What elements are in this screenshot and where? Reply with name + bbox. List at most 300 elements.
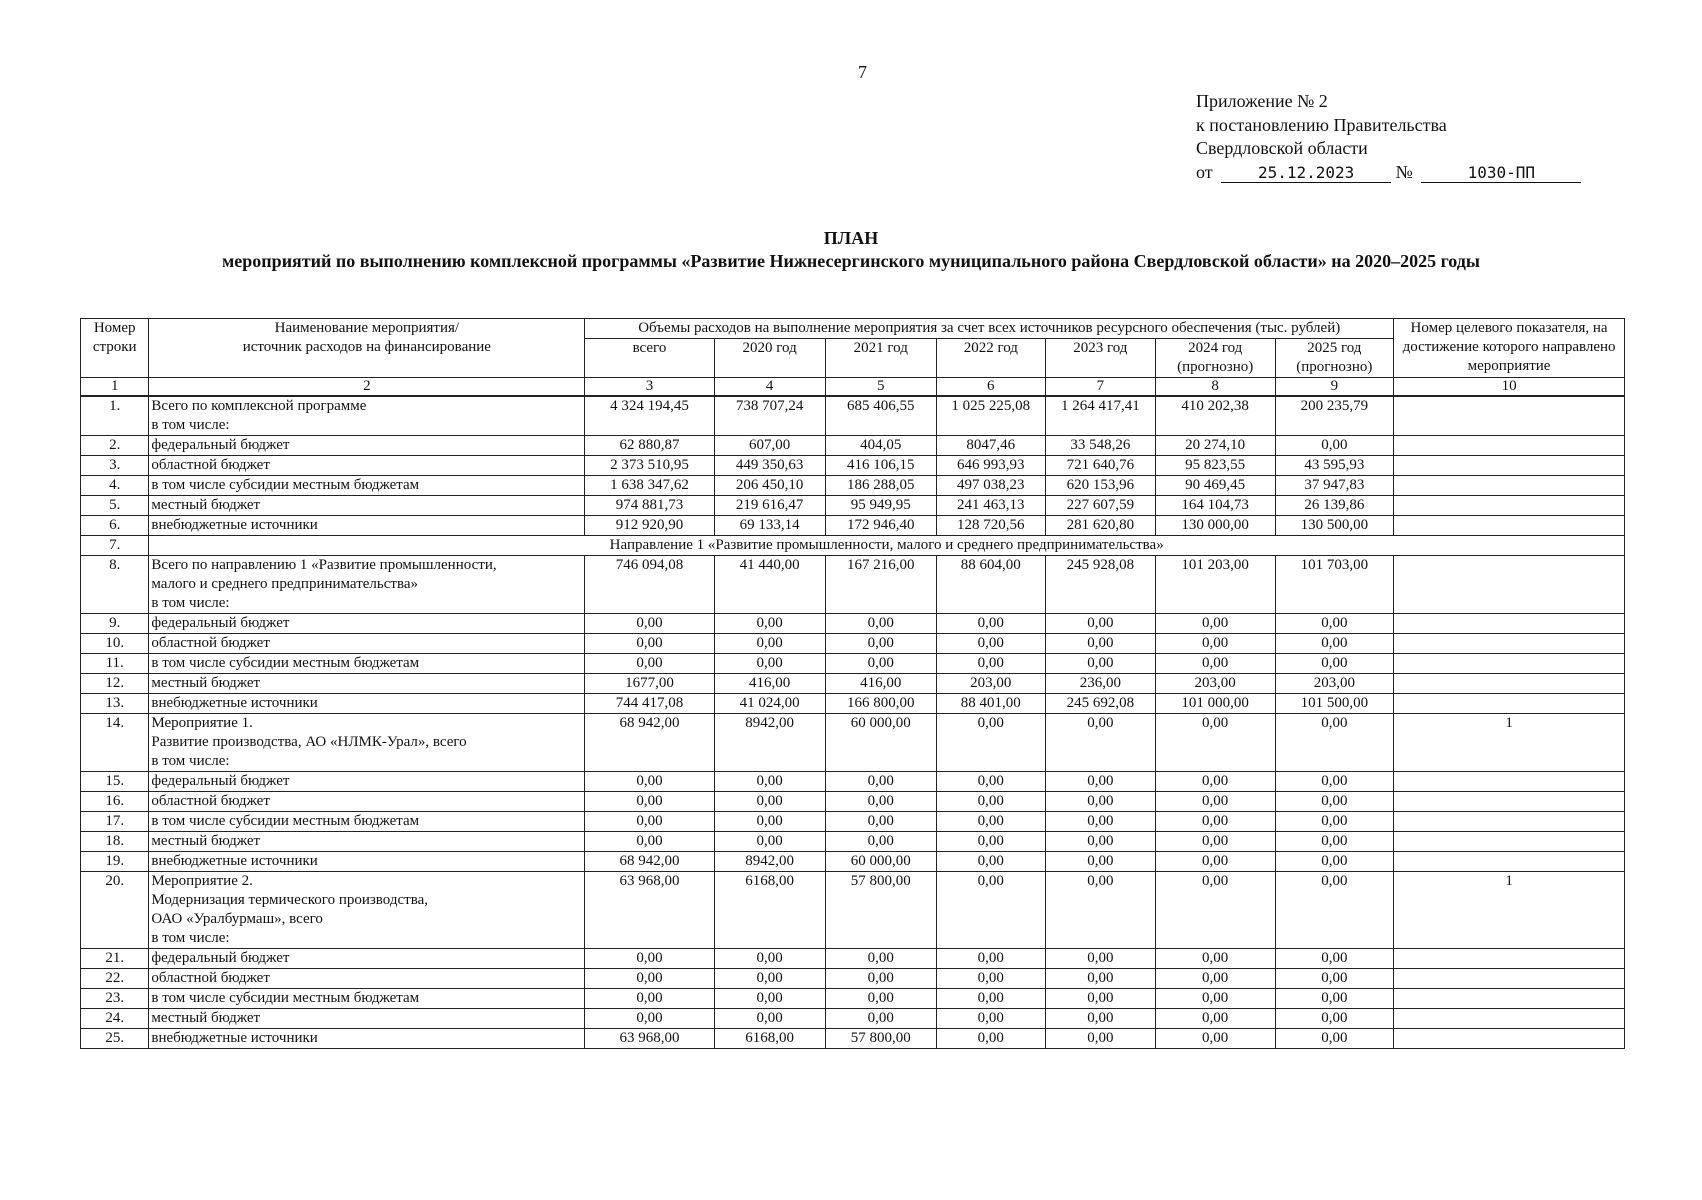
row-number-cell: 24. [81,1009,149,1029]
value-cell: 0,00 [1275,634,1394,654]
row-number-cell: 19. [81,852,149,872]
value-cell: 0,00 [1275,436,1394,456]
row-number-cell: 17. [81,812,149,832]
value-cell: 0,00 [585,614,714,634]
column-numbers-row [81,378,1625,397]
table-row [81,852,1625,872]
value-cell: 236,00 [1045,674,1155,694]
value-cell: 245 928,08 [1045,556,1155,614]
row-name-cell: Всего по направлению 1 «Развитие промышленности, малого и среднего предпринимательства» в том числе: [149,556,585,614]
value-cell: 0,00 [1275,872,1394,949]
value-cell: 0,00 [1155,792,1275,812]
table-row [81,772,1625,792]
value-cell: 0,00 [1155,812,1275,832]
row-number-cell: 12. [81,674,149,694]
column-number: 2 [149,378,585,397]
row-name-cell: федеральный бюджет [149,614,585,634]
value-cell: 0,00 [936,812,1045,832]
value-cell: 0,00 [936,654,1045,674]
value-cell: 0,00 [1045,634,1155,654]
header-volumes: Объемы расходов на выполнение мероприятия за счет всех источников ресурсного обеспечения (тыс. рублей) [585,319,1394,339]
appendix-line-3: Свердловской области [1196,138,1368,158]
value-cell: 0,00 [1045,969,1155,989]
value-cell: 0,00 [714,812,825,832]
table-row [81,556,1625,614]
header-2023: 2023 год [1045,339,1155,378]
value-cell: 0,00 [1045,714,1155,772]
value-cell: 1 025 225,08 [936,396,1045,436]
value-cell: 620 153,96 [1045,476,1155,496]
target-cell [1394,969,1625,989]
value-cell: 0,00 [825,654,936,674]
row-number-cell: 10. [81,634,149,654]
value-cell: 101 000,00 [1155,694,1275,714]
row-number-cell: 3. [81,456,149,476]
value-cell: 0,00 [1275,1029,1394,1049]
value-cell: 0,00 [1155,654,1275,674]
value-cell: 0,00 [825,832,936,852]
value-cell: 26 139,86 [1275,496,1394,516]
value-cell: 0,00 [1275,1009,1394,1029]
value-cell: 0,00 [1155,634,1275,654]
value-cell: 0,00 [825,792,936,812]
row-name-cell: в том числе субсидии местным бюджетам [149,812,585,832]
value-cell: 62 880,87 [585,436,714,456]
value-cell: 0,00 [936,832,1045,852]
resolution-date: 25.12.2023 [1221,164,1391,183]
header-2021: 2021 год [825,339,936,378]
target-cell [1394,396,1625,436]
value-cell: 0,00 [585,989,714,1009]
value-cell: 0,00 [825,989,936,1009]
value-cell: 0,00 [936,714,1045,772]
table-row [81,614,1625,634]
plan-subtitle: мероприятий по выполнению комплексной программы «Развитие Нижнесергинского муниципального района Свердловской области» на 2020–2025 годы [222,251,1480,271]
value-cell: 0,00 [1275,832,1394,852]
value-cell: 0,00 [1275,714,1394,772]
value-cell: 57 800,00 [825,1029,936,1049]
table-row [81,396,1625,436]
value-cell: 0,00 [714,792,825,812]
target-cell [1394,694,1625,714]
value-cell: 8942,00 [714,714,825,772]
value-cell: 1 638 347,62 [585,476,714,496]
header-total: всего [585,339,714,378]
value-cell: 0,00 [714,969,825,989]
header-2020: 2020 год [714,339,825,378]
value-cell: 0,00 [1155,1009,1275,1029]
row-number-cell: 7. [81,536,149,556]
value-cell: 130 500,00 [1275,516,1394,536]
header-name [149,319,585,378]
value-cell: 60 000,00 [825,714,936,772]
value-cell: 912 920,90 [585,516,714,536]
number-label: № [1395,161,1413,182]
value-cell: 0,00 [585,969,714,989]
value-cell: 0,00 [1275,949,1394,969]
value-cell: 130 000,00 [1155,516,1275,536]
value-cell: 0,00 [1155,989,1275,1009]
table-row [81,476,1625,496]
target-cell [1394,674,1625,694]
plan-title: ПЛАН [823,228,879,248]
value-cell: 88 604,00 [936,556,1045,614]
value-cell: 1677,00 [585,674,714,694]
header-target: Номер целевого показателя, на достижение которого направлено мероприятие [1394,319,1625,378]
value-cell: 404,05 [825,436,936,456]
value-cell: 167 216,00 [825,556,936,614]
value-cell: 0,00 [825,949,936,969]
value-cell: 0,00 [585,949,714,969]
row-number-cell: 9. [81,614,149,634]
value-cell: 2 373 510,95 [585,456,714,476]
value-cell: 281 620,80 [1045,516,1155,536]
value-cell: 219 616,47 [714,496,825,516]
value-cell: 0,00 [585,832,714,852]
plan-table-body [81,378,1625,1049]
value-cell: 0,00 [1045,1009,1155,1029]
row-name-cell: Мероприятие 2. Модернизация термического производства, ОАО «Уралбурмаш», всего в том числе: [149,872,585,949]
row-number-cell: 11. [81,654,149,674]
table-row [81,1009,1625,1029]
page-number: 7 [858,62,867,82]
row-name-cell: федеральный бюджет [149,949,585,969]
value-cell: 0,00 [936,872,1045,949]
value-cell: 245 692,08 [1045,694,1155,714]
value-cell: 0,00 [714,614,825,634]
value-cell: 0,00 [936,1009,1045,1029]
target-cell [1394,832,1625,852]
value-cell: 0,00 [1275,654,1394,674]
value-cell: 0,00 [714,1009,825,1029]
value-cell: 0,00 [714,989,825,1009]
value-cell: 0,00 [585,1009,714,1029]
value-cell: 0,00 [1045,792,1155,812]
section-title-cell: Направление 1 «Развитие промышленности, малого и среднего предпринимательства» [149,536,1625,556]
row-number-cell: 16. [81,792,149,812]
value-cell: 0,00 [936,614,1045,634]
column-number: 9 [1275,378,1394,397]
value-cell: 69 133,14 [714,516,825,536]
value-cell: 1 264 417,41 [1045,396,1155,436]
row-name-cell: внебюджетные источники [149,1029,585,1049]
value-cell: 0,00 [1045,812,1155,832]
value-cell: 8942,00 [714,852,825,872]
table-row [81,989,1625,1009]
value-cell: 497 038,23 [936,476,1045,496]
table-row [81,436,1625,456]
target-cell [1394,1029,1625,1049]
column-number: 3 [585,378,714,397]
value-cell: 416,00 [714,674,825,694]
target-cell [1394,654,1625,674]
value-cell: 57 800,00 [825,872,936,949]
value-cell: 41 024,00 [714,694,825,714]
row-name-cell: местный бюджет [149,674,585,694]
value-cell: 101 500,00 [1275,694,1394,714]
value-cell: 0,00 [585,812,714,832]
target-cell [1394,772,1625,792]
value-cell: 0,00 [936,949,1045,969]
row-name-cell: внебюджетные источники [149,852,585,872]
appendix-line-1: Приложение № 2 [1196,91,1328,111]
plan-table [80,318,1625,1049]
row-number-cell: 18. [81,832,149,852]
table-row [81,694,1625,714]
table-row [81,496,1625,516]
row-number-cell: 25. [81,1029,149,1049]
row-name-cell: федеральный бюджет [149,772,585,792]
value-cell: 0,00 [1045,772,1155,792]
value-cell: 974 881,73 [585,496,714,516]
row-name-cell: местный бюджет [149,832,585,852]
value-cell: 0,00 [1045,852,1155,872]
value-cell: 0,00 [1045,654,1155,674]
value-cell: 685 406,55 [825,396,936,436]
value-cell: 164 104,73 [1155,496,1275,516]
column-number: 5 [825,378,936,397]
target-cell [1394,852,1625,872]
row-name-cell: областной бюджет [149,792,585,812]
row-name-cell: областной бюджет [149,456,585,476]
table-row [81,714,1625,772]
value-cell: 4 324 194,45 [585,396,714,436]
value-cell: 8047,46 [936,436,1045,456]
header-name-line-2: источник расходов на финансирование [242,339,491,355]
target-cell [1394,792,1625,812]
value-cell: 95 823,55 [1155,456,1275,476]
appendix-date-line [1196,161,1581,185]
value-cell: 0,00 [936,1029,1045,1049]
row-name-cell: в том числе субсидии местным бюджетам [149,476,585,496]
target-cell [1394,989,1625,1009]
value-cell: 0,00 [1275,989,1394,1009]
value-cell: 746 094,08 [585,556,714,614]
value-cell: 416 106,15 [825,456,936,476]
value-cell: 101 703,00 [1275,556,1394,614]
row-name-cell: областной бюджет [149,634,585,654]
table-row [81,949,1625,969]
value-cell: 0,00 [825,772,936,792]
value-cell: 203,00 [936,674,1045,694]
value-cell: 0,00 [1155,969,1275,989]
value-cell: 241 463,13 [936,496,1045,516]
value-cell: 0,00 [1275,614,1394,634]
table-row [81,832,1625,852]
value-cell: 0,00 [1155,1029,1275,1049]
value-cell: 0,00 [1155,714,1275,772]
table-row [81,1029,1625,1049]
row-name-cell: в том числе субсидии местным бюджетам [149,654,585,674]
value-cell: 0,00 [1045,989,1155,1009]
row-number-cell: 15. [81,772,149,792]
value-cell: 203,00 [1155,674,1275,694]
value-cell: 128 720,56 [936,516,1045,536]
appendix-block [1196,90,1581,184]
value-cell: 37 947,83 [1275,476,1394,496]
from-label: от [1196,161,1213,182]
value-cell: 416,00 [825,674,936,694]
value-cell: 0,00 [825,1009,936,1029]
value-cell: 0,00 [936,772,1045,792]
value-cell: 203,00 [1275,674,1394,694]
value-cell: 0,00 [1275,852,1394,872]
row-number-cell: 20. [81,872,149,949]
row-number-cell: 5. [81,496,149,516]
row-name-cell: местный бюджет [149,496,585,516]
value-cell: 90 469,45 [1155,476,1275,496]
value-cell: 744 417,08 [585,694,714,714]
value-cell: 68 942,00 [585,714,714,772]
value-cell: 0,00 [825,812,936,832]
row-number-cell: 8. [81,556,149,614]
row-number-cell: 21. [81,949,149,969]
value-cell: 6168,00 [714,872,825,949]
value-cell: 0,00 [1045,832,1155,852]
value-cell: 0,00 [714,654,825,674]
section-row [81,536,1625,556]
value-cell: 0,00 [825,969,936,989]
target-cell [1394,614,1625,634]
value-cell: 186 288,05 [825,476,936,496]
header-row-number: Номер строки [81,319,149,378]
target-cell [1394,634,1625,654]
row-number-cell: 13. [81,694,149,714]
value-cell: 0,00 [1155,852,1275,872]
row-name-cell: местный бюджет [149,1009,585,1029]
column-number: 6 [936,378,1045,397]
value-cell: 0,00 [1045,949,1155,969]
header-2025: 2025 год (прогнозно) [1275,339,1394,378]
value-cell: 721 640,76 [1045,456,1155,476]
value-cell: 101 203,00 [1155,556,1275,614]
value-cell: 0,00 [1155,949,1275,969]
value-cell: 0,00 [1155,832,1275,852]
value-cell: 0,00 [714,634,825,654]
row-name-cell: Мероприятие 1. Развитие производства, АО «НЛМК-Урал», всего в том числе: [149,714,585,772]
value-cell: 0,00 [1275,772,1394,792]
row-number-cell: 6. [81,516,149,536]
value-cell: 0,00 [585,654,714,674]
row-name-cell: внебюджетные источники [149,516,585,536]
value-cell: 646 993,93 [936,456,1045,476]
target-cell: 1 [1394,714,1625,772]
table-row [81,516,1625,536]
value-cell: 0,00 [825,614,936,634]
table-row [81,634,1625,654]
value-cell: 6168,00 [714,1029,825,1049]
value-cell: 0,00 [1045,614,1155,634]
value-cell: 0,00 [714,772,825,792]
value-cell: 63 968,00 [585,1029,714,1049]
value-cell: 63 968,00 [585,872,714,949]
row-name-cell: федеральный бюджет [149,436,585,456]
target-cell [1394,812,1625,832]
column-number: 1 [81,378,149,397]
target-cell [1394,456,1625,476]
table-row [81,812,1625,832]
row-number-cell: 4. [81,476,149,496]
row-number-cell: 2. [81,436,149,456]
table-row [81,654,1625,674]
value-cell: 449 350,63 [714,456,825,476]
value-cell: 0,00 [825,634,936,654]
row-name-cell: внебюджетные источники [149,694,585,714]
value-cell: 0,00 [1275,969,1394,989]
header-2024: 2024 год (прогнозно) [1155,339,1275,378]
value-cell: 88 401,00 [936,694,1045,714]
value-cell: 0,00 [585,772,714,792]
value-cell: 0,00 [714,832,825,852]
table-row [81,969,1625,989]
value-cell: 0,00 [1045,1029,1155,1049]
table-row [81,792,1625,812]
row-number-cell: 23. [81,989,149,1009]
value-cell: 738 707,24 [714,396,825,436]
value-cell: 206 450,10 [714,476,825,496]
row-number-cell: 14. [81,714,149,772]
value-cell: 0,00 [1045,872,1155,949]
value-cell: 0,00 [936,792,1045,812]
value-cell: 60 000,00 [825,852,936,872]
value-cell: 0,00 [1155,872,1275,949]
target-cell [1394,949,1625,969]
value-cell: 0,00 [585,792,714,812]
row-name-cell: в том числе субсидии местным бюджетам [149,989,585,1009]
value-cell: 0,00 [936,989,1045,1009]
value-cell: 410 202,38 [1155,396,1275,436]
row-number-cell: 1. [81,396,149,436]
column-number: 4 [714,378,825,397]
value-cell: 68 942,00 [585,852,714,872]
column-number: 7 [1045,378,1155,397]
header-name-line-1: Наименование мероприятия/ [274,320,460,336]
header-2022: 2022 год [936,339,1045,378]
row-name-cell: областной бюджет [149,969,585,989]
value-cell: 0,00 [1275,792,1394,812]
value-cell: 0,00 [1155,614,1275,634]
value-cell: 0,00 [936,634,1045,654]
target-cell [1394,436,1625,456]
value-cell: 43 595,93 [1275,456,1394,476]
appendix-line-2: к постановлению Правительства [1196,114,1447,135]
value-cell: 95 949,95 [825,496,936,516]
target-cell: 1 [1394,872,1625,949]
value-cell: 172 946,40 [825,516,936,536]
value-cell: 0,00 [936,852,1045,872]
value-cell: 33 548,26 [1045,436,1155,456]
table-row [81,456,1625,476]
column-number: 10 [1394,378,1625,397]
target-cell [1394,1009,1625,1029]
row-number-cell: 22. [81,969,149,989]
value-cell: 607,00 [714,436,825,456]
table-row [81,872,1625,949]
target-cell [1394,476,1625,496]
value-cell: 166 800,00 [825,694,936,714]
value-cell: 0,00 [585,634,714,654]
target-cell [1394,516,1625,536]
table-row [81,674,1625,694]
target-cell [1394,496,1625,516]
value-cell: 0,00 [936,969,1045,989]
value-cell: 0,00 [1155,772,1275,792]
resolution-number: 1030-ПП [1421,164,1581,183]
value-cell: 41 440,00 [714,556,825,614]
value-cell: 20 274,10 [1155,436,1275,456]
value-cell: 227 607,59 [1045,496,1155,516]
value-cell: 0,00 [714,949,825,969]
